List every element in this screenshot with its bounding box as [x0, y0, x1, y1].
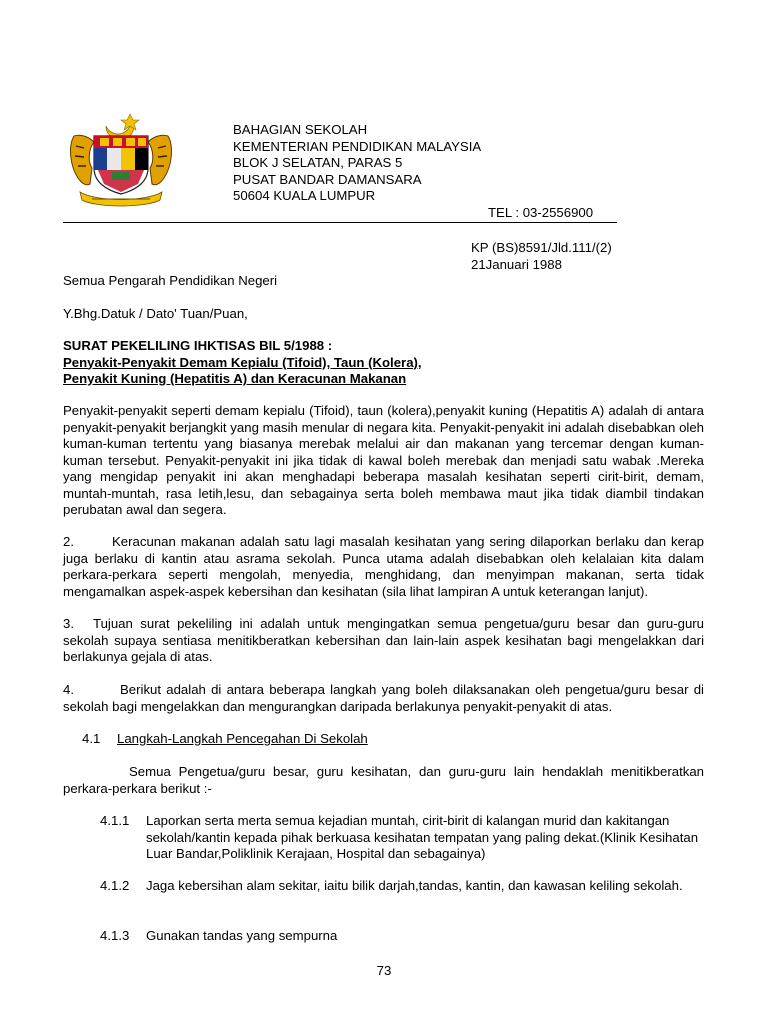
list-item [100, 878, 704, 895]
item-text: Jaga kebersihan alam sekitar, iaitu bilik darjah,tandas, kantin, dan kawasan keliling sekolah. [146, 878, 683, 893]
paragraph-2 [63, 534, 704, 600]
subject-line-3: Penyakit Kuning (Hepatitis A) dan Keracunan Makanan [63, 371, 407, 386]
paragraph-text: Keracunan makanan adalah satu lagi masalah kesihatan yang sering dilaporkan berlaku dan kerap juga berlaku di kantin atau asrama sekolah. Punca utama adalah disebabkan oleh kelalaian kita dalam perkara-perkara seperti mengolah, menyedia, menghidang, dan menyimpan makanan, serta tidak mengamalkan aspek-aspek kebersihan dan kesihatan (sila lihat lampiran A untuk keterangan lanjut). [63, 534, 704, 599]
letterhead-divider [63, 222, 617, 223]
item-number: 4.1.1 [100, 813, 130, 828]
recipient: Semua Pengarah Pendidikan Negeri [63, 273, 278, 288]
paragraph-number: 3. [63, 616, 74, 631]
subject-line-1: SURAT PEKELILING IHKTISAS BIL 5/1988 : [63, 338, 333, 353]
subject-heading [63, 338, 422, 388]
telephone-number: TEL : 03-2556900 [488, 205, 594, 220]
list-item [100, 813, 704, 863]
page-number: 73 [376, 963, 392, 978]
item-text: Gunakan tandas yang sempurna [146, 928, 338, 943]
section-title: Langkah-Langkah Pencegahan Di Sekolah [117, 731, 368, 746]
reference-block [471, 240, 612, 273]
paragraph-number: 4. [63, 682, 74, 697]
paragraph-number: 2. [63, 534, 74, 549]
paragraph-1: Penyakit-penyakit seperti demam kepialu (Tifoid), taun (kolera),penyakit kuning (Hepatitis A) adalah di antara penyakit-penyakit berjangkit yang masih menular di negara kita. Penyakit-penyakit ini adalah disebabkan oleh kuman-kuman tertentu yang biasanya merebak melalui air dan makanan yang tercemar dengan kuman-kuman tersebut. Penyakit-penyakit ini jika tidak di kawal boleh merebak dan menjadi satu wabak .Mereka yang mengidap penyakit ini akan menghadapi beberapa masalah kesihatan seperti cirit-birit, demam, muntah-muntah, rasa letih,lesu, dan sebagainya serta boleh membawa maut jika tidak diambil tindakan perubatan awal dan segera. [63, 403, 704, 517]
malaysia-coat-of-arms-logo [66, 106, 176, 214]
section-4-1-heading [82, 731, 368, 748]
section-4-1-intro [63, 764, 704, 797]
item-text: Laporkan serta merta semua kejadian muntah, cirit-birit di kalangan murid dan kakitangan sekolah/kantin kepada pihak berkuasa kesihatan tempatan yang paling dekat.(Klinik Kesihatan Luar Bandar,Poliklinik Kerajaan, Hospital dan sebagainya) [146, 813, 699, 861]
paragraph-text: Tujuan surat pekeliling ini adalah untuk mengingatkan semua pengetua/guru besar dan guru-guru sekolah supaya sentiasa menitikberatkan kebersihan dan lain-lain aspek kesihatan bagi mengelakkan dari berlakunya gejala di atas. [63, 616, 704, 664]
salutation: Y.Bhg.Datuk / Dato' Tuan/Puan, [63, 306, 248, 321]
subject-line-2: Penyakit-Penyakit Demam Kepialu (Tifoid), Taun (Kolera), [63, 354, 422, 370]
section-number: 4.1 [82, 731, 101, 746]
list-item [100, 928, 704, 945]
reference-number: KP (BS)8591/Jld.111/(2) [471, 240, 612, 255]
address-line: BAHAGIAN SEKOLAH [233, 122, 368, 137]
item-number: 4.1.2 [100, 878, 130, 893]
address-line: BLOK J SELATAN, PARAS 5 [233, 155, 403, 170]
letterhead-address [233, 122, 481, 205]
address-line: 50604 KUALA LUMPUR [233, 188, 376, 203]
item-number: 4.1.3 [100, 928, 130, 943]
paragraph-4 [63, 682, 704, 715]
paragraph-3 [63, 616, 704, 666]
section-intro-text: Semua Pengetua/guru besar, guru kesihatan, dan guru-guru lain hendaklah menitikberatkan perkara-perkara berikut :- [63, 764, 704, 796]
letter-date: 21Januari 1988 [471, 256, 562, 272]
address-line: KEMENTERIAN PENDIDIKAN MALAYSIA [233, 138, 482, 154]
paragraph-text: Berikut adalah di antara beberapa langkah yang boleh dilaksanakan oleh pengetua/guru besar di sekolah bagi mengelakkan dan mengurangkan daripada berlakunya penyakit-penyakit di atas. [63, 682, 704, 714]
address-line: PUSAT BANDAR DAMANSARA [233, 171, 422, 187]
